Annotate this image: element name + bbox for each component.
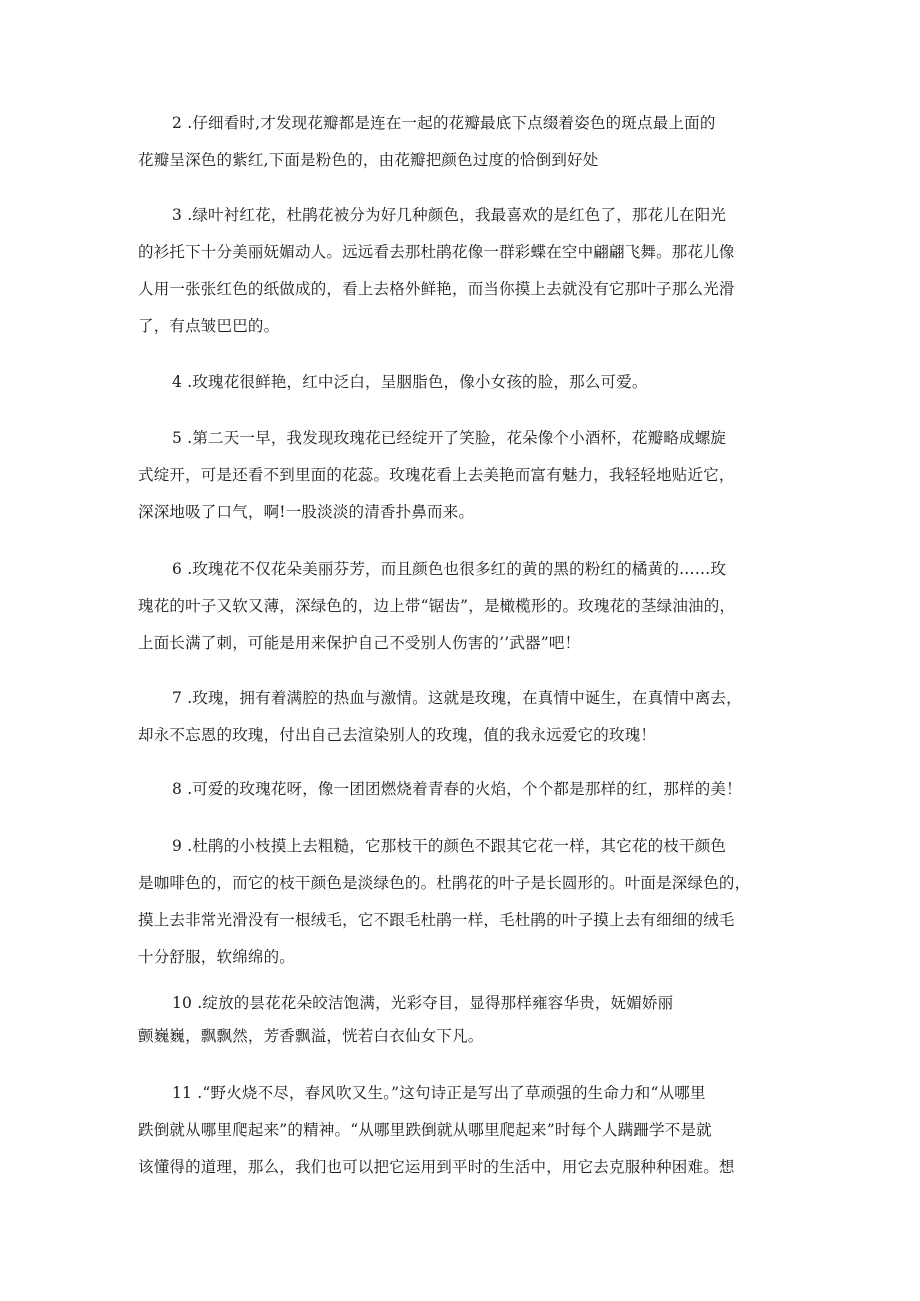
text-line: 跌倒就从哪里爬起来”的精神。“从哪里跌倒就从哪里爬起来”时每个人蹒跚学不是就	[138, 1121, 712, 1139]
paragraph-5	[138, 420, 778, 531]
paragraph-8	[138, 771, 778, 808]
text-line: 7 .玫瑰，拥有着满腔的热血与激情。这就是玫瑰，在真情中诞生，在真情中离去，	[172, 689, 742, 707]
text-line: 颤巍巍，飘飘然，芳香飘溢，恍若白衣仙女下凡。	[138, 1027, 484, 1045]
text-line: 十分舒服，软绵绵的。	[138, 948, 296, 966]
text-line: 11 .“野火烧不尽，春风吹又生。”这句诗正是写出了草顽强的生命力和“从哪里	[172, 1084, 706, 1102]
paragraph-4	[138, 364, 778, 401]
text-line: 该懂得的道理，那么，我们也可以把它运用到平时的生活中，用它去克服种种困难。想	[138, 1158, 735, 1176]
paragraph-2	[138, 105, 778, 179]
text-line: 5 .第二天一早，我发现玫瑰花已经绽开了笑脸，花朵像个小酒杯，花瓣略成螺旋	[172, 429, 727, 447]
paragraph-9	[138, 828, 778, 976]
text-line: 8 .可爱的玫瑰花呀，像一团团燃烧着青春的火焰，个个都是那样的红，那样的美！	[172, 780, 742, 798]
text-line: 摸上去非常光滑没有一根绒毛，它不跟毛杜鹃一样，毛杜鹃的叶子摸上去有细细的绒毛	[138, 911, 735, 929]
paragraph-6	[138, 551, 778, 662]
text-line: 人用一张张红色的纸做成的，看上去格外鲜艳，而当你摸上去就没有它那叶子那么光滑	[138, 280, 735, 298]
text-line: 上面长满了刺，可能是用来保护自己不受别人伤害的’’武器”吧！	[138, 634, 581, 652]
text-line: 2 .仔细看时,才发现花瓣都是连在一起的花瓣最底下点缀着姿色的斑点最上面的	[172, 114, 716, 132]
paragraph-3	[138, 197, 778, 345]
paragraph-7	[138, 680, 778, 754]
text-line: 瑰花的叶子又软又薄，深绿色的，边上带“锯齿”，是橄榄形的。玫瑰花的茎绿油油的，	[138, 597, 736, 615]
text-line: 的衫托下十分美丽妩媚动人。远远看去那杜鹃花像一群彩蝶在空中翩翩飞舞。那花儿像	[138, 243, 735, 261]
text-line: 10 .绽放的昙花花朵皎洁饱满，光彩夺目，显得那样雍容华贵，妩媚娇丽	[172, 994, 674, 1012]
text-line: 9 .杜鹃的小枝摸上去粗糙，它那枝干的颜色不跟其它花一样，其它花的枝干颜色	[172, 837, 727, 855]
text-line: 是咖啡色的，而它的枝干颜色是淡绿色的。杜鹃花的叶子是长圆形的。叶面是深绿色的，	[138, 874, 751, 892]
text-line: 花瓣呈深色的紫红,下面是粉色的，由花瓣把颜色过度的恰倒到好处	[138, 151, 599, 169]
text-line: 了，有点皱巴巴的。	[138, 317, 280, 335]
text-line: 却永不忘恩的玫瑰，付出自己去渲染别人的玫瑰，值的我永远爱它的玫瑰！	[138, 726, 657, 744]
paragraph-11	[138, 1075, 778, 1186]
text-line: 6 .玫瑰花不仅花朵美丽芬芳，而且颜色也很多红的黄的黑的粉红的橘黄的……玫	[172, 560, 727, 578]
text-line: 式绽开，可是还看不到里面的花蕊。玫瑰花看上去美艳而富有魅力，我轻轻地贴近它，	[138, 466, 735, 484]
paragraph-10	[138, 987, 778, 1053]
text-line: 3 .绿叶衬红花，杜鹃花被分为好几种颜色，我最喜欢的是红色了，那花儿在阳光	[172, 206, 727, 224]
text-line: 4 .玫瑰花很鲜艳，红中泛白，呈胭脂色，像小女孩的脸，那么可爱。	[172, 373, 648, 391]
text-line: 深深地吸了口气，啊!一股淡淡的清香扑鼻而来。	[138, 503, 475, 521]
